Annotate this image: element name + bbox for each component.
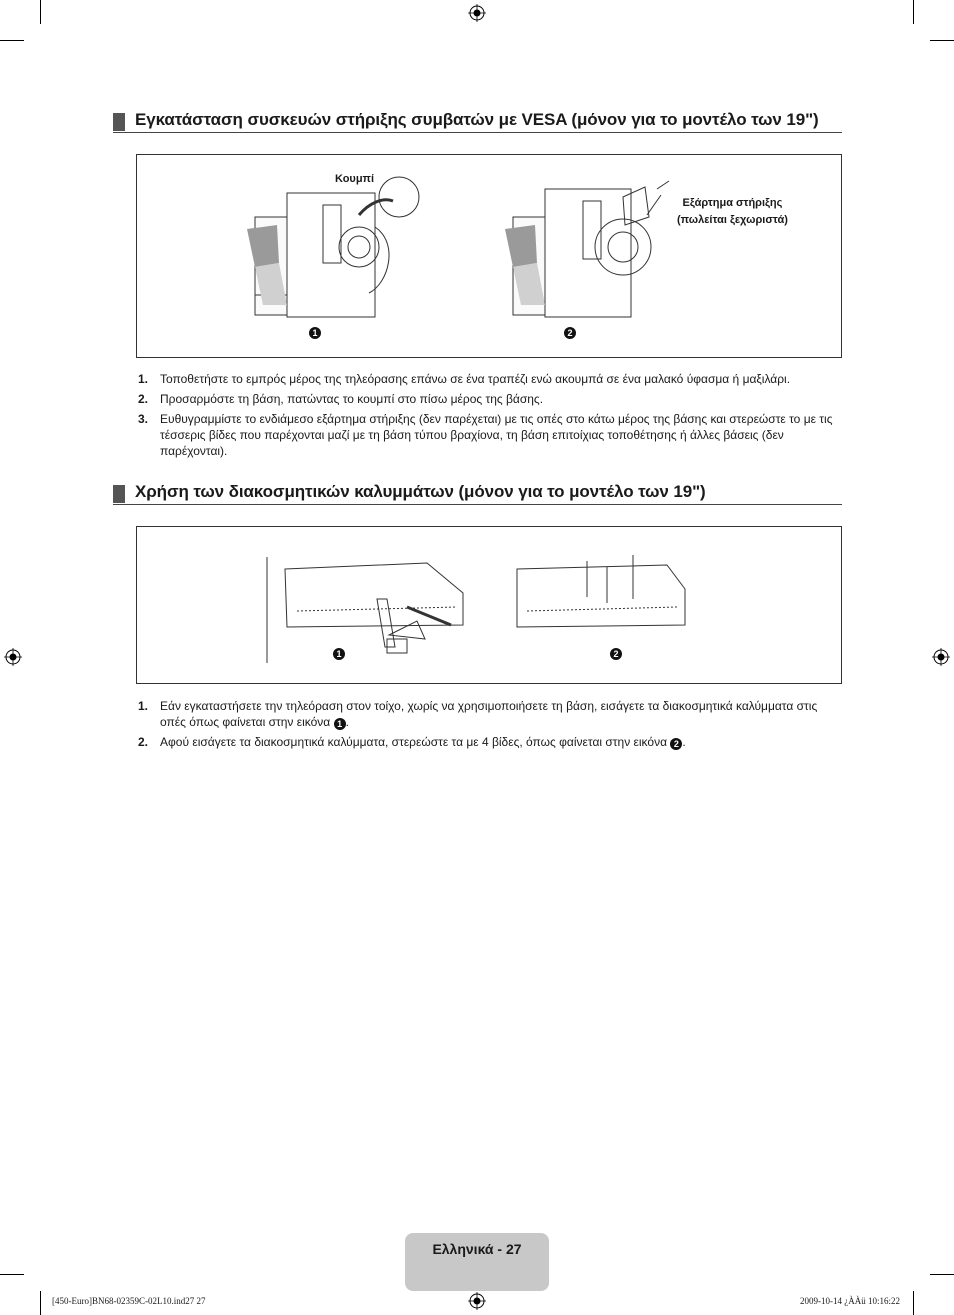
section-heading-vesa (113, 110, 842, 133)
step-text: Εάν εγκαταστήσετε την τηλεόραση στον τοίχο, χωρίς να χρησιμοποιήσετε τη βάση, εισάγετε τα διακοσμητικά καλύμματα στις οπές όπως φαίνεται στην εικόνα (160, 699, 818, 729)
step-tail: . (345, 715, 349, 729)
page-number-tab (405, 1233, 549, 1291)
crop-mark (913, 1291, 914, 1315)
section-title: Εγκατάσταση συσκευών στήριξης συμβατών με VESA (μόνον για το μοντέλο των 19") (135, 110, 819, 129)
print-slug-left: [450-Euro]BN68-02359C-02L10.ind27 27 (52, 1296, 206, 1306)
label-bracket-line1: Εξάρτημα στήριξης (682, 197, 783, 209)
registration-mark-icon (932, 648, 950, 666)
step-tail: . (682, 735, 686, 749)
label-button: Κουμπί (335, 173, 375, 185)
step-text: Ευθυγραμμίστε το ενδιάμεσο εξάρτημα στήριξης (δεν παρέχεται) με τις οπές στο κάτω μέρος της βάσης και στερεώστε το με τις τέσσερις βίδες που παρέχονται μαζί με τη βάση τύπου βραχίονα, τη βάση επιτοίχιας τοποθέτησης ή άλλες βάσεις (δεν παρέχονται). (160, 412, 833, 458)
crop-mark (40, 1291, 41, 1315)
section-title: Χρήση των διακοσμητικών καλυμμάτων (μόνον για το μοντέλο των 19") (135, 482, 706, 501)
step-text: Αφού εισάγετε τα διακοσμητικά καλύμματα, στερεώστε τα με 4 βίδες, όπως φαίνεται στην εικόνα (160, 735, 668, 749)
steps-vesa (136, 371, 836, 463)
registration-mark-icon (4, 648, 22, 666)
crop-mark (40, 0, 41, 24)
step-item (136, 734, 836, 750)
step-item (136, 698, 836, 730)
step-number: 3. (138, 412, 149, 426)
figure-vesa-mount (136, 154, 842, 358)
step-text: Τοποθετήστε το εμπρός μέρος της τηλεόρασης επάνω σε ένα τραπέζι ενώ ακουμπά σε ένα μαλακό ύφασμα ή μαξιλάρι. (160, 372, 791, 386)
figure-badge-1: 1 (309, 327, 321, 339)
crop-mark (930, 40, 954, 41)
figure-badge-1: 1 (333, 648, 345, 660)
label-bracket-line2: (πωλείται ξεχωριστά) (677, 214, 788, 226)
crop-mark (0, 1274, 24, 1275)
step-item (136, 411, 836, 459)
inline-figure-badge: 2 (670, 738, 682, 750)
page-label: Ελληνικά - 27 (432, 1241, 522, 1257)
step-item (136, 391, 836, 407)
tv-back-stand-illustration (137, 155, 841, 357)
crop-mark (0, 40, 24, 41)
tv-covers-illustration (137, 527, 841, 683)
registration-mark-icon (468, 1292, 486, 1310)
step-number: 1. (138, 372, 149, 386)
label-bracket (677, 195, 788, 229)
crop-mark (913, 0, 914, 24)
step-item (136, 371, 836, 387)
step-number: 1. (138, 699, 149, 713)
step-number: 2. (138, 392, 149, 406)
steps-covers (136, 698, 836, 754)
step-number: 2. (138, 735, 149, 749)
figure-decorative-covers (136, 526, 842, 684)
figure-badge-2: 2 (564, 327, 576, 339)
step-text: Προσαρμόστε τη βάση, πατώντας το κουμπί στο πίσω μέρος της βάσης. (160, 392, 544, 406)
figure-badge-2: 2 (610, 648, 622, 660)
inline-figure-badge: 1 (334, 718, 346, 730)
heading-bar (113, 485, 125, 503)
heading-bar (113, 113, 125, 131)
registration-mark-icon (468, 4, 486, 22)
print-slug-right: 2009-10-14 ¿ÀÀü 10:16:22 (800, 1296, 900, 1306)
crop-mark (930, 1274, 954, 1275)
section-heading-covers (113, 482, 842, 505)
